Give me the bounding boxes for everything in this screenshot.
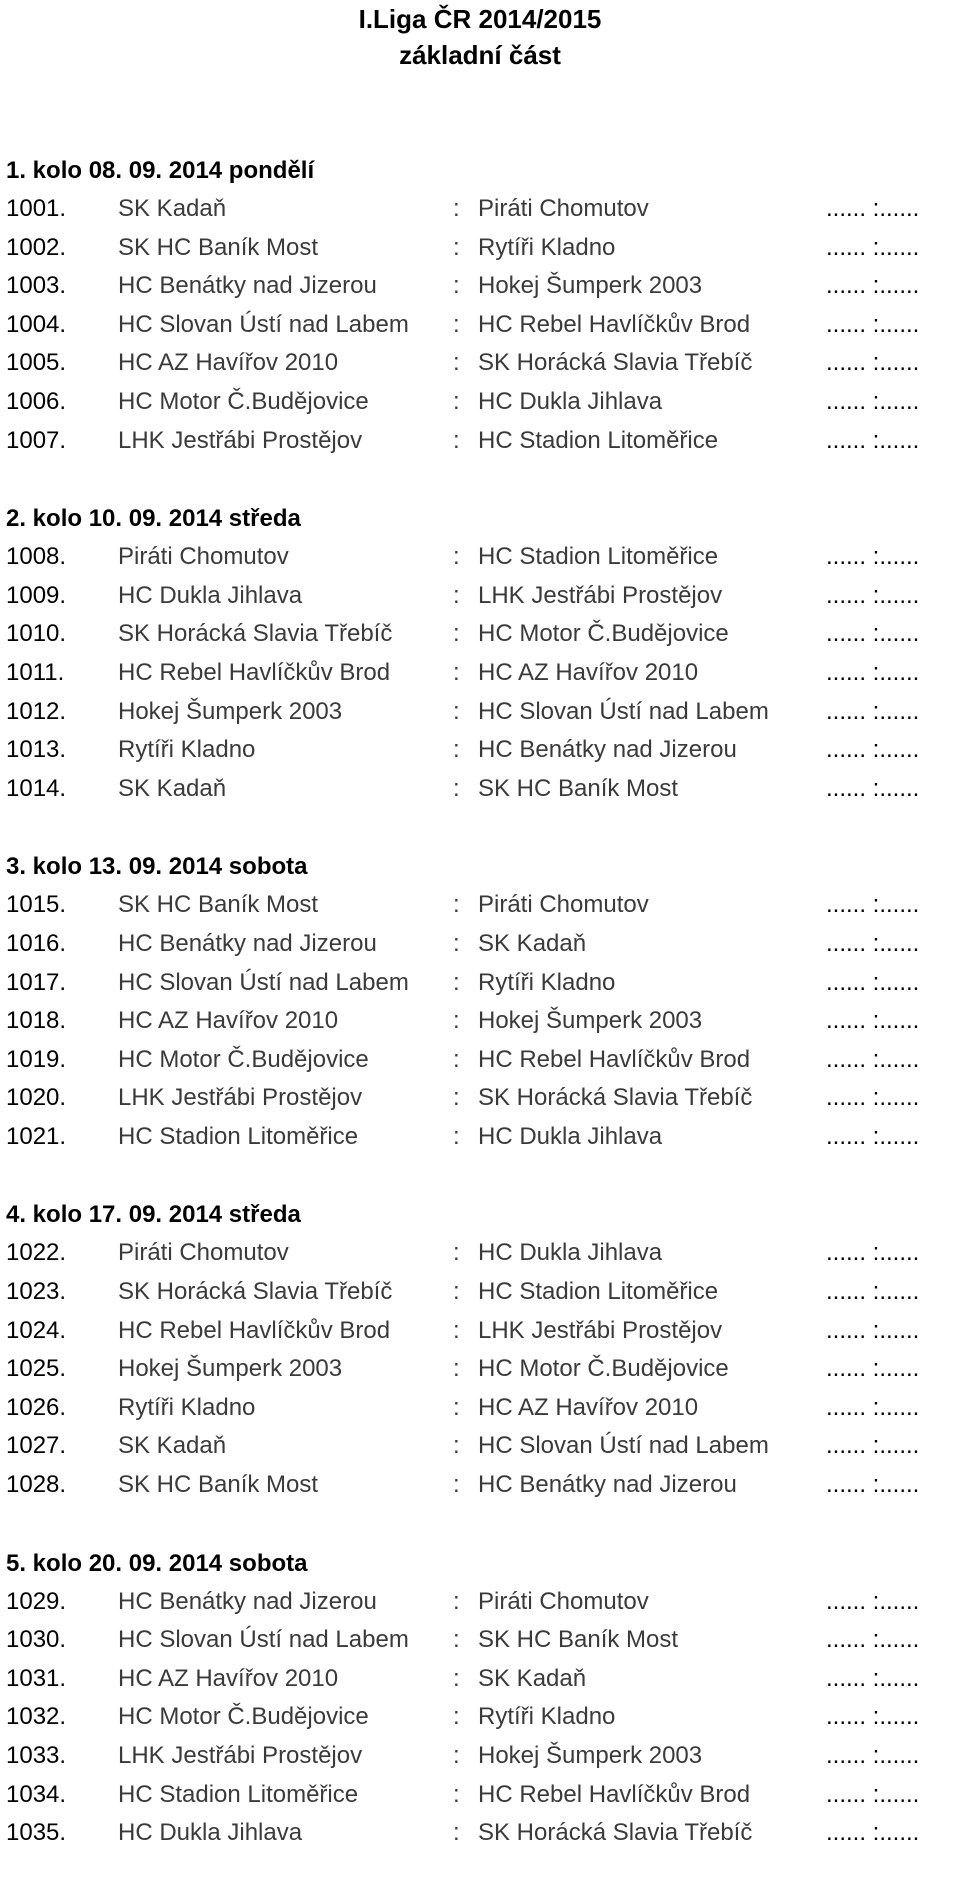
home-team: SK Kadaň [118, 774, 227, 802]
match-number: 1028. [6, 1471, 67, 1499]
match-row [0, 1118, 960, 1157]
home-team: HC AZ Havířov 2010 [118, 1007, 339, 1035]
team-separator: : [453, 736, 460, 764]
match-row [0, 383, 960, 422]
team-separator: : [453, 1587, 460, 1615]
match-number: 1029. [6, 1587, 67, 1615]
away-team: HC Benátky nad Jizerou [478, 1471, 737, 1499]
home-team: HC Slovan Ústí nad Labem [118, 310, 409, 338]
home-team: SK HC Baník Most [118, 891, 319, 919]
match-row [0, 1776, 960, 1815]
score-placeholder: ...... :...... [826, 736, 920, 764]
away-team: HC Stadion Litoměřice [478, 426, 719, 454]
match-number: 1030. [6, 1626, 67, 1654]
match-number: 1027. [6, 1432, 67, 1460]
score-placeholder: ...... :...... [826, 1780, 920, 1808]
score-placeholder: ...... :...... [826, 310, 920, 338]
score-placeholder: ...... :...... [826, 1316, 920, 1344]
away-team: SK Kadaň [478, 1664, 587, 1692]
team-separator: : [453, 195, 460, 222]
score-placeholder: ...... :...... [826, 620, 920, 648]
away-team: HC Stadion Litoměřice [478, 543, 719, 571]
away-team: HC Rebel Havlíčkův Brod [478, 310, 751, 338]
away-team: HC Stadion Litoměřice [478, 1278, 719, 1306]
away-team: Rytíři Kladno [478, 968, 616, 996]
score-placeholder: ...... :...... [826, 272, 920, 300]
home-team: SK Kadaň [118, 1432, 227, 1460]
team-separator: : [453, 1664, 460, 1692]
match-row [0, 1312, 960, 1351]
home-team: HC Motor Č.Budějovice [118, 387, 369, 415]
match-row [0, 1698, 960, 1737]
team-separator: : [453, 1742, 460, 1769]
away-team: SK Horácká Slavia Třebíč [478, 1084, 753, 1112]
match-row [0, 1079, 960, 1118]
home-team: SK Horácká Slavia Třebíč [118, 620, 393, 648]
score-placeholder: ...... :...... [826, 1084, 920, 1112]
match-number: 1024. [6, 1316, 67, 1344]
team-separator: : [453, 1780, 460, 1808]
team-separator: : [453, 387, 460, 415]
home-team: Rytíři Kladno [118, 1393, 256, 1421]
match-number: 1015. [6, 891, 67, 919]
match-number: 1020. [6, 1084, 67, 1112]
score-placeholder: ...... :...... [826, 233, 920, 261]
score-placeholder: ...... :...... [826, 1239, 920, 1267]
away-team: HC Dukla Jihlava [478, 1122, 663, 1150]
team-separator: : [453, 581, 460, 609]
match-number: 1032. [6, 1703, 67, 1731]
away-team: SK Horácká Slavia Třebíč [478, 1819, 753, 1847]
match-number: 1014. [6, 774, 67, 802]
match-number: 1025. [6, 1355, 67, 1383]
match-row [0, 1621, 960, 1660]
team-separator: : [453, 968, 460, 996]
schedule [0, 152, 960, 1893]
team-separator: : [453, 1239, 460, 1267]
score-placeholder: ...... :...... [826, 891, 920, 919]
team-separator: : [453, 620, 460, 648]
team-separator: : [453, 891, 460, 919]
document-title: I.Liga ČR 2014/2015 [358, 4, 602, 34]
match-number: 1006. [6, 387, 67, 415]
match-row [0, 1041, 960, 1080]
home-team: HC Stadion Litoměřice [118, 1780, 359, 1808]
match-number: 1023. [6, 1278, 67, 1306]
match-row [0, 731, 960, 770]
team-separator: : [453, 1703, 460, 1731]
match-row [0, 1814, 960, 1853]
match-number: 1008. [6, 543, 67, 571]
away-team: LHK Jestřábi Prostějov [478, 581, 723, 609]
match-row [0, 693, 960, 732]
home-team: HC Benátky nad Jizerou [118, 272, 377, 300]
match-number: 1018. [6, 1007, 67, 1035]
team-separator: : [453, 310, 460, 338]
match-number: 1009. [6, 581, 67, 609]
away-team: HC Slovan Ústí nad Labem [478, 697, 769, 725]
match-number: 1003. [6, 272, 67, 300]
score-placeholder: ...... :...... [826, 195, 920, 222]
team-separator: : [453, 1007, 460, 1035]
match-row [0, 577, 960, 616]
away-team: HC Benátky nad Jizerou [478, 736, 737, 764]
match-number: 1011. [6, 658, 65, 686]
score-placeholder: ...... :...... [826, 1587, 920, 1615]
home-team: Piráti Chomutov [118, 1239, 289, 1267]
team-separator: : [453, 1355, 460, 1383]
match-number: 1034. [6, 1780, 67, 1808]
match-number: 1005. [6, 349, 67, 377]
match-row [0, 344, 960, 383]
score-placeholder: ...... :...... [826, 1007, 920, 1035]
match-number: 1013. [6, 736, 67, 764]
team-separator: : [453, 426, 460, 454]
match-row [0, 1427, 960, 1466]
home-team: LHK Jestřábi Prostějov [118, 1084, 363, 1112]
away-team: HC Rebel Havlíčkův Brod [478, 1780, 751, 1808]
match-row [0, 538, 960, 577]
score-placeholder: ...... :...... [826, 658, 920, 686]
round-heading: 2. kolo 10. 09. 2014 středa [6, 505, 301, 533]
score-placeholder: ...... :...... [826, 387, 920, 415]
round-heading: 3. kolo 13. 09. 2014 sobota [6, 853, 308, 881]
team-separator: : [453, 272, 460, 300]
home-team: Hokej Šumperk 2003 [118, 697, 343, 725]
home-team: HC Benátky nad Jizerou [118, 929, 377, 957]
score-placeholder: ...... :...... [826, 1122, 920, 1150]
team-separator: : [453, 658, 460, 686]
away-team: Piráti Chomutov [478, 891, 649, 919]
away-team: Piráti Chomutov [478, 1587, 649, 1615]
match-number: 1017. [6, 968, 67, 996]
document-subtitle: základní část [399, 40, 561, 70]
home-team: HC Dukla Jihlava [118, 581, 303, 609]
home-team: SK HC Baník Most [118, 233, 319, 261]
home-team: SK HC Baník Most [118, 1471, 319, 1499]
match-row [0, 1737, 960, 1776]
match-row [0, 1350, 960, 1389]
team-separator: : [453, 233, 460, 261]
team-separator: : [453, 1084, 460, 1112]
match-row [0, 886, 960, 925]
team-separator: : [453, 543, 460, 571]
home-team: HC Stadion Litoměřice [118, 1122, 359, 1150]
match-row [0, 770, 960, 809]
match-number: 1007. [6, 426, 67, 454]
team-separator: : [453, 1316, 460, 1344]
match-number: 1019. [6, 1045, 67, 1073]
match-number: 1010. [6, 620, 67, 648]
away-team: Hokej Šumperk 2003 [478, 1007, 703, 1035]
match-row [0, 267, 960, 306]
match-number: 1012. [6, 697, 67, 725]
score-placeholder: ...... :...... [826, 1626, 920, 1654]
score-placeholder: ...... :...... [826, 929, 920, 957]
home-team: HC Dukla Jihlava [118, 1819, 303, 1847]
team-separator: : [453, 349, 460, 377]
match-row [0, 190, 960, 229]
match-row [0, 964, 960, 1003]
score-placeholder: ...... :...... [826, 697, 920, 725]
home-team: HC Slovan Ústí nad Labem [118, 968, 409, 996]
home-team: SK Kadaň [118, 195, 227, 222]
score-placeholder: ...... :...... [826, 349, 920, 377]
match-number: 1031. [6, 1664, 67, 1692]
match-row [0, 1660, 960, 1699]
score-placeholder: ...... :...... [826, 1819, 920, 1847]
home-team: HC Rebel Havlíčkův Brod [118, 658, 391, 686]
away-team: SK HC Baník Most [478, 774, 679, 802]
score-placeholder: ...... :...... [826, 1664, 920, 1692]
home-team: HC Slovan Ústí nad Labem [118, 1626, 409, 1654]
team-separator: : [453, 1393, 460, 1421]
score-placeholder: ...... :...... [826, 1045, 920, 1073]
match-row [0, 1273, 960, 1312]
home-team: SK Horácká Slavia Třebíč [118, 1278, 393, 1306]
match-number: 1022. [6, 1239, 67, 1267]
team-separator: : [453, 697, 460, 725]
score-placeholder: ...... :...... [826, 426, 920, 454]
team-separator: : [453, 1045, 460, 1073]
team-separator: : [453, 1432, 460, 1460]
team-separator: : [453, 1278, 460, 1306]
match-number: 1021. [6, 1122, 67, 1150]
match-row [0, 925, 960, 964]
match-row [0, 1389, 960, 1428]
away-team: SK HC Baník Most [478, 1626, 679, 1654]
away-team: HC Motor Č.Budějovice [478, 620, 729, 648]
away-team: Rytíři Kladno [478, 233, 616, 261]
score-placeholder: ...... :...... [826, 581, 920, 609]
match-number: 1026. [6, 1393, 67, 1421]
match-row [0, 229, 960, 268]
home-team: HC AZ Havířov 2010 [118, 1664, 339, 1692]
team-separator: : [453, 1626, 460, 1654]
home-team: HC Motor Č.Budějovice [118, 1045, 369, 1073]
match-row [0, 615, 960, 654]
team-separator: : [453, 1819, 460, 1847]
match-number: 1033. [6, 1742, 67, 1769]
score-placeholder: ...... :...... [826, 1471, 920, 1499]
home-team: LHK Jestřábi Prostějov [118, 426, 363, 454]
round-section [0, 848, 960, 1156]
away-team: LHK Jestřábi Prostějov [478, 1316, 723, 1344]
away-team: Hokej Šumperk 2003 [478, 1742, 703, 1769]
away-team: Piráti Chomutov [478, 195, 649, 222]
match-number: 1035. [6, 1819, 67, 1847]
match-number: 1016. [6, 929, 67, 957]
team-separator: : [453, 1122, 460, 1150]
score-placeholder: ...... :...... [826, 1703, 920, 1731]
score-placeholder: ...... :...... [826, 1355, 920, 1383]
away-team: HC AZ Havířov 2010 [478, 1393, 699, 1421]
away-team: Hokej Šumperk 2003 [478, 272, 703, 300]
score-placeholder: ...... :...... [826, 774, 920, 802]
away-team: HC AZ Havířov 2010 [478, 658, 699, 686]
match-row [0, 1466, 960, 1505]
team-separator: : [453, 929, 460, 957]
round-heading: 5. kolo 20. 09. 2014 sobota [6, 1549, 308, 1577]
round-section [0, 1545, 960, 1853]
round-heading: 4. kolo 17. 09. 2014 středa [6, 1201, 301, 1229]
match-row [0, 654, 960, 693]
match-row [0, 1583, 960, 1622]
team-separator: : [453, 1471, 460, 1499]
match-row [0, 422, 960, 461]
match-row [0, 306, 960, 345]
away-team: SK Horácká Slavia Třebíč [478, 349, 753, 377]
home-team: HC Motor Č.Budějovice [118, 1703, 369, 1731]
home-team: Rytíři Kladno [118, 736, 256, 764]
round-section [0, 152, 960, 460]
home-team: HC AZ Havířov 2010 [118, 349, 339, 377]
home-team: HC Benátky nad Jizerou [118, 1587, 377, 1615]
match-number: 1001. [6, 195, 67, 222]
team-separator: : [453, 774, 460, 802]
score-placeholder: ...... :...... [826, 1278, 920, 1306]
home-team: HC Rebel Havlíčkův Brod [118, 1316, 391, 1344]
home-team: Piráti Chomutov [118, 543, 289, 571]
away-team: HC Dukla Jihlava [478, 1239, 663, 1267]
round-section [0, 500, 960, 808]
score-placeholder: ...... :...... [826, 1393, 920, 1421]
round-section [0, 1196, 960, 1504]
away-team: HC Dukla Jihlava [478, 387, 663, 415]
away-team: HC Motor Č.Budějovice [478, 1355, 729, 1383]
away-team: HC Slovan Ústí nad Labem [478, 1432, 769, 1460]
away-team: SK Kadaň [478, 929, 587, 957]
match-number: 1002. [6, 233, 67, 261]
away-team: Rytíři Kladno [478, 1703, 616, 1731]
match-row [0, 1234, 960, 1273]
home-team: Hokej Šumperk 2003 [118, 1355, 343, 1383]
away-team: HC Rebel Havlíčkův Brod [478, 1045, 751, 1073]
match-number: 1004. [6, 310, 67, 338]
score-placeholder: ...... :...... [826, 1432, 920, 1460]
match-row [0, 1002, 960, 1041]
home-team: LHK Jestřábi Prostějov [118, 1742, 363, 1769]
round-heading: 1. kolo 08. 09. 2014 pondělí [6, 157, 315, 184]
score-placeholder: ...... :...... [826, 968, 920, 996]
score-placeholder: ...... :...... [826, 1742, 920, 1769]
score-placeholder: ...... :...... [826, 543, 920, 571]
